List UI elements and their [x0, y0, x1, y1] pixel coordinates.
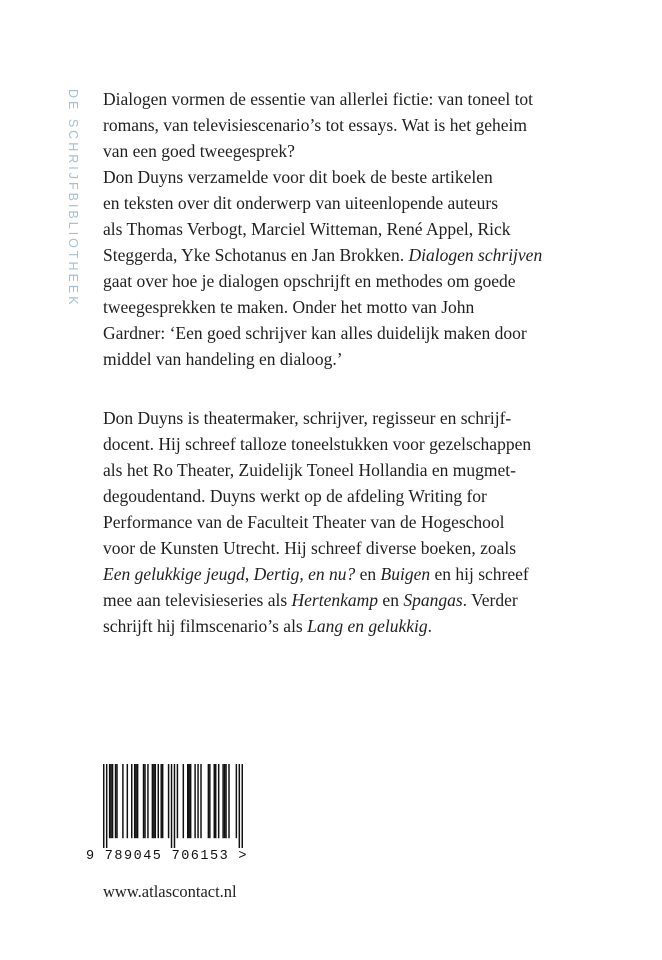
text-line: docent. Hij schreef talloze toneelstukken voor gezelschappen — [103, 434, 532, 454]
barcode-quiet-zone-mark: > — [238, 849, 248, 864]
text-line: Performance van de Faculteit Theater van de Hogeschool — [103, 512, 505, 532]
barcode-system-digit: 9 — [86, 849, 96, 864]
text-line: mee aan televisieseries als Hertenkamp en Spangas. Verder — [103, 590, 518, 610]
barcode-left-group: 789045 — [104, 849, 163, 864]
text-line: en teksten over dit onderwerp van uiteenlopende auteurs — [103, 193, 499, 213]
series-label-vertical: DE SCHRIJFBIBLIOTHEEK — [66, 89, 80, 308]
paragraph — [103, 86, 542, 372]
text-line: Don Duyns verzamelde voor dit boek de beste artikelen — [103, 167, 493, 187]
text-line: gaat over hoe je dialogen opschrijft en methodes om goede — [103, 271, 516, 291]
text-line: voor de Kunsten Utrecht. Hij schreef diverse boeken, zoals — [103, 538, 517, 558]
text-line: Steggerda, Yke Schotanus en Jan Brokken. Dialogen schrijven — [103, 245, 543, 265]
barcode-number — [86, 849, 248, 864]
text-line: degoudentand. Duyns werkt op de afdeling Writing for — [103, 486, 487, 506]
text-line: Dialogen vormen de essentie van allerlei fictie: van toneel tot — [103, 89, 534, 109]
text-line: middel van handeling en dialoog.’ — [103, 349, 343, 369]
barcode-right-group: 706153 — [171, 849, 230, 864]
barcode-bars — [103, 764, 243, 848]
text-line: als Thomas Verbogt, Marciel Witteman, René Appel, Rick — [103, 219, 511, 239]
text-line: tweegesprekken te maken. Onder het motto van John — [103, 297, 475, 317]
text-line: Een gelukkige jeugd, Dertig, en nu? en Buigen en hij schreef — [103, 564, 529, 584]
text-line: van een goed tweegesprek? — [103, 141, 295, 161]
publisher-website: www.atlascontact.nl — [103, 882, 237, 901]
text-line: schrijft hij filmscenario’s als Lang en gelukkig. — [103, 616, 433, 636]
paragraph — [103, 405, 542, 639]
barcode — [86, 764, 248, 864]
text-line: als het Ro Theater, Zuidelijk Toneel Hollandia en mugmet- — [103, 460, 516, 480]
blurb-text — [103, 86, 542, 639]
text-line: Gardner: ‘Een goed schrijver kan alles duidelijk maken door — [103, 323, 527, 343]
text-line: romans, van televisiescenario’s tot essays. Wat is het geheim — [103, 115, 527, 135]
text-line: Don Duyns is theatermaker, schrijver, regisseur en schrijf- — [103, 408, 512, 428]
